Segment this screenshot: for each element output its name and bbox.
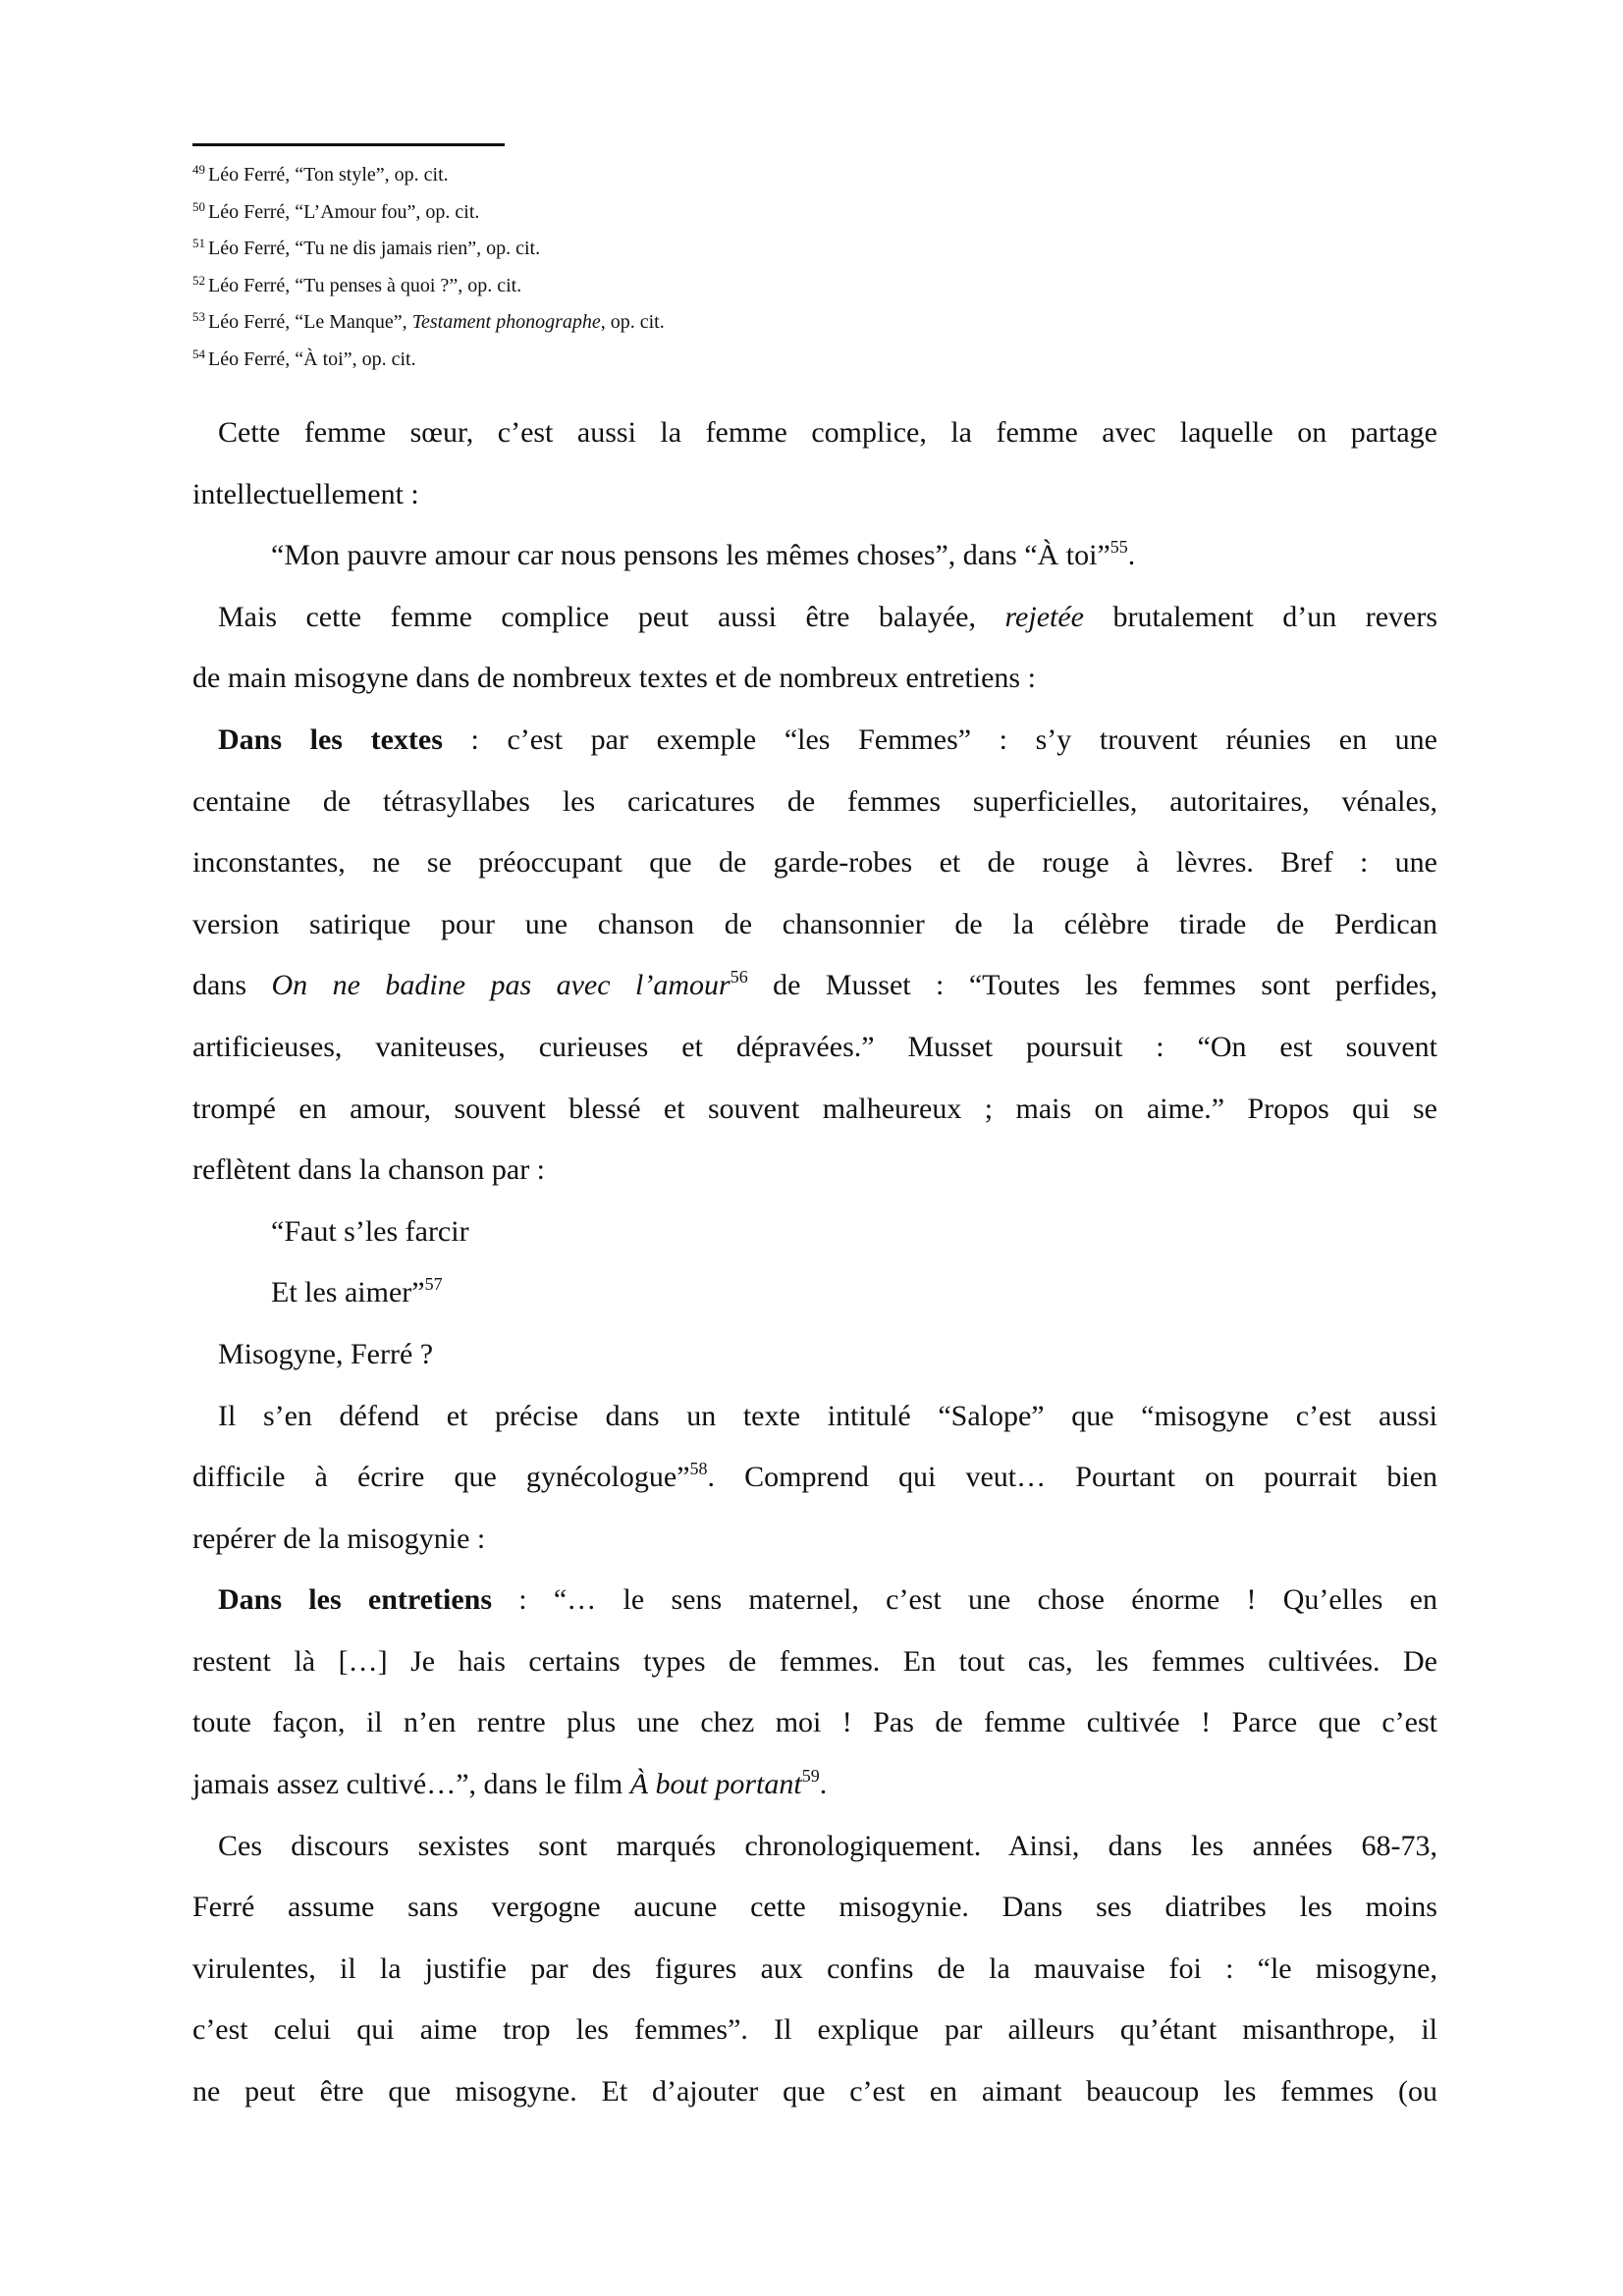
text-line: centaine de tétrasyllabes les caricatures de femmes superficielles, autoritaires, vénales, — [192, 784, 1437, 818]
text: Mais cette femme complice peut aussi être balayée, — [218, 600, 1005, 633]
text-line: toute façon, il n’en rentre plus une chez moi ! Pas de femme cultivée ! Parce que c’est — [192, 1706, 1437, 1739]
footnote-number: 51 — [192, 236, 205, 251]
footnote-number: 53 — [192, 309, 205, 325]
text: jamais assez cultivé…”, dans le film — [192, 1768, 630, 1801]
text-line: inconstantes, ne se préoccupant que de garde-robes et de rouge à lèvres. Bref : une — [192, 846, 1437, 880]
text-line: Ces discours sexistes sont marqués chronologiquement. Ainsi, dans les années 68-73, — [218, 1829, 1437, 1862]
footnote-ref: 56 — [730, 967, 748, 988]
quote-faut-sles-farcir — [192, 1201, 1437, 1324]
text-line: reflètent dans la chanson par : — [192, 1153, 546, 1187]
text-line: repérer de la misogynie : — [192, 1522, 486, 1555]
footnote-text: Léo Ferré, “Tu penses à quoi ?”, op. cit. — [208, 274, 522, 296]
text: : c’est par exemple “les Femmes” : s’y trouvent réunies en une — [442, 722, 1437, 756]
text-line: restent là […] Je hais certains types de femmes. En tout cas, les femmes cultivées. De — [192, 1644, 1437, 1678]
italic-film-title: À bout portant — [629, 1768, 802, 1801]
paragraph-misogyne-question: Misogyne, Ferré ? — [218, 1337, 434, 1370]
footnote-52 — [192, 265, 1469, 302]
footnote-53 — [192, 301, 1469, 339]
footnote-number: 49 — [192, 162, 205, 177]
text-line: Ferré assume sans vergogne aucune cette misogynie. Dans ses diatribes les moins — [192, 1891, 1437, 1924]
footnote-text: Léo Ferré, “Tu ne dis jamais rien”, op. cit. — [208, 238, 541, 260]
text-line: de main misogyne dans de nombreux textes et de nombreux entretiens : — [192, 662, 1036, 695]
footnote-separator-rule — [192, 143, 505, 146]
text: dans — [192, 969, 272, 1002]
text: . — [819, 1768, 828, 1801]
text-line — [192, 587, 1437, 649]
paragraph-dans-les-entretiens — [192, 1570, 1437, 1815]
italic-text: rejetée — [1004, 600, 1084, 633]
footnote-text: Léo Ferré, “Le Manque”, — [208, 311, 412, 334]
paragraph-discours-sexistes — [192, 1816, 1437, 2123]
paragraph-salope — [192, 1386, 1437, 1571]
footnote-ref: 57 — [424, 1274, 443, 1295]
text: . Comprend qui veut… Pourtant on pourrait bien — [707, 1461, 1437, 1494]
text-line: c’est celui qui aime trop les femmes”. Il explique par ailleurs qu’étant misanthrope, il — [192, 2013, 1437, 2047]
text: de Musset : “Toutes les femmes sont perfides, — [747, 969, 1437, 1002]
text: difficile à écrire que gynécologue” — [192, 1461, 690, 1494]
bold-heading: Dans les textes — [218, 722, 443, 756]
body-text — [192, 402, 1437, 2123]
footnote-ref: 55 — [1109, 537, 1128, 558]
text-line: intellectuellement : — [192, 477, 419, 510]
text-line: virulentes, il la justifie par des figures aux confins de la mauvaise foi : “le misogyne, — [192, 1951, 1437, 1985]
text-line: Il s’en défend et précise dans un texte intitulé “Salope” que “misogyne c’est aussi — [218, 1399, 1437, 1432]
quote-text: “Mon pauvre amour car nous pensons les mêmes choses”, dans “À toi” — [271, 539, 1110, 572]
paragraph-rejetee — [192, 587, 1437, 710]
footnote-51 — [192, 228, 1469, 265]
footnote-text: Léo Ferré, “L’Amour fou”, op. cit. — [208, 200, 480, 223]
text-line: Cette femme sœur, c’est aussi la femme complice, la femme avec laquelle on partage — [218, 416, 1437, 449]
footnote-text: Léo Ferré, “À toi”, op. cit. — [208, 347, 416, 370]
text-line — [192, 710, 1437, 772]
paragraph-femme-complice — [192, 402, 1437, 525]
footnote-italic-title: Testament phonographe — [411, 311, 601, 334]
footnote-ref: 59 — [801, 1766, 820, 1787]
text-line: version satirique pour une chanson de chansonnier de la célèbre tirade de Perdican — [192, 907, 1437, 940]
footnote-number: 54 — [192, 346, 205, 361]
text-line: ne peut être que misogyne. Et d’ajouter que c’est en aimant beaucoup les femmes (ou — [192, 2075, 1437, 2109]
text-line — [192, 1570, 1437, 1631]
verse-line: “Faut s’les farcir — [271, 1214, 469, 1248]
text: brutalement d’un revers — [1083, 600, 1438, 633]
text: . — [1127, 539, 1136, 572]
italic-title: On ne badine pas avec l’amour — [271, 969, 730, 1002]
footnote-number: 52 — [192, 272, 205, 288]
footnote-number: 50 — [192, 198, 205, 214]
footnote-ref: 58 — [689, 1459, 708, 1479]
paragraph-dans-les-textes — [192, 710, 1437, 1201]
footnote-text: , op. cit. — [600, 311, 665, 334]
text-line — [192, 1447, 1437, 1509]
footnote-50 — [192, 191, 1469, 229]
bold-heading: Dans les entretiens — [218, 1583, 493, 1617]
footnote-text: Léo Ferré, “Ton style”, op. cit. — [208, 164, 449, 186]
footnote-49 — [192, 154, 1469, 191]
text-line — [192, 1754, 1437, 1816]
verse-line — [271, 1262, 1437, 1324]
text: : “… le sens maternel, c’est une chose énorme ! Qu’elles en — [492, 1583, 1437, 1617]
quote-a-toi — [192, 525, 1437, 587]
text-line — [192, 955, 1437, 1017]
text: Et les aimer” — [271, 1276, 425, 1309]
footnotes-section — [192, 143, 1469, 376]
text-line: trompé en amour, souvent blessé et souvent malheureux ; mais on aime.” Propos qui se — [192, 1092, 1437, 1125]
text-line: artificieuses, vaniteuses, curieuses et dépravées.” Musset poursuit : “On est souvent — [192, 1030, 1437, 1063]
footnote-54 — [192, 339, 1469, 376]
